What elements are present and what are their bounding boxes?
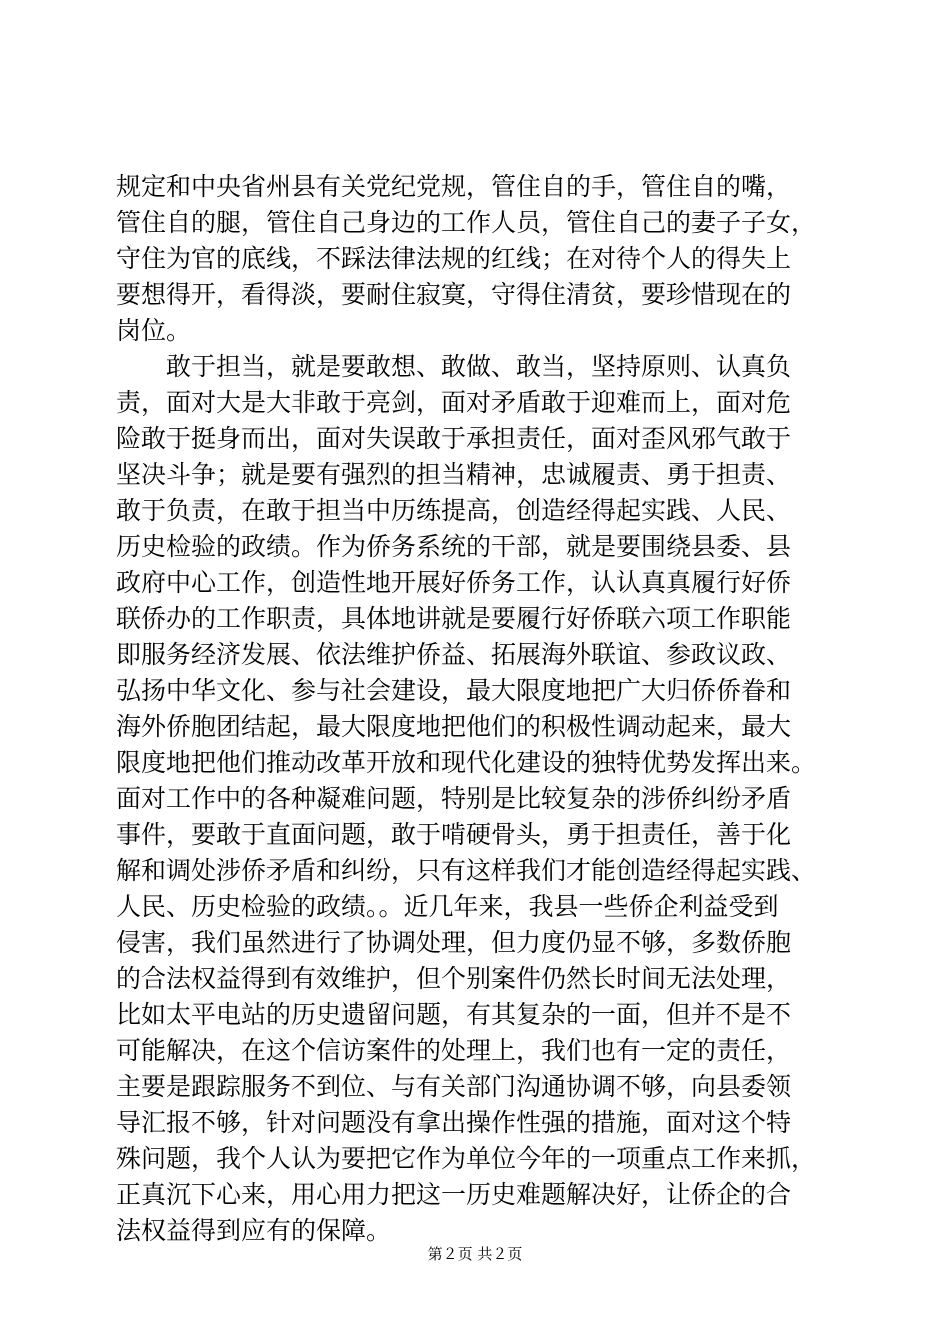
text-line: 人民、历史检验的政绩。。近几年来，我县一些侨企利益受到: [116, 892, 779, 921]
text-line: 联侨办的工作职责，具体地讲就是要履行好侨联六项工作职能: [116, 604, 792, 633]
text-line: 规定和中央省州县有关党纪党规，管住自的手，管住自的嘴，: [116, 172, 792, 201]
text-line: 侵害，我们虽然进行了协调处理，但力度仍显不够，多数侨胞: [116, 928, 792, 957]
text-line: 即服务经济发展、依法维护侨益、拓展海外联谊、参政议政、: [116, 640, 792, 669]
text-line: 殊问题，我个人认为要把它作为单位今年的一项重点工作来抓，: [116, 1144, 817, 1173]
text-line: 历史检验的政绩。作为侨务系统的干部，就是要围绕县委、县: [116, 532, 792, 561]
text-line: 导汇报不够，针对问题没有拿出操作性强的措施，面对这个特: [116, 1108, 792, 1137]
text-line: 的合法权益得到有效维护，但个别案件仍然长时间无法处理，: [116, 964, 792, 993]
text-line: 坚决斗争；就是要有强烈的担当精神，忠诚履责、勇于担责、: [116, 460, 792, 489]
text-line: 岗位。: [116, 316, 192, 345]
text-line: 政府中心工作，创造性地开展好侨务工作，认认真真履行好侨: [116, 568, 792, 597]
text-line: 正真沉下心来，用心用力把这一历史难题解决好，让侨企的合: [116, 1180, 792, 1209]
paragraph-start-line: 敢于担当，就是要敢想、敢做、敢当，坚持原则、认真负: [166, 352, 792, 381]
body-text: [116, 169, 846, 1249]
text-line: 守住为官的底线，不踩法律法规的红线；在对待个人的得失上: [116, 244, 792, 273]
text-line: 管住自的腿，管住自己身边的工作人员，管住自己的妻子子女，: [116, 208, 817, 237]
text-line: 主要是跟踪服务不到位、与有关部门沟通协调不够，向县委领: [116, 1072, 792, 1101]
text-line: 解和调处涉侨矛盾和纠纷，只有这样我们才能创造经得起实践、: [116, 856, 817, 885]
text-line: 事件，要敢于直面问题，敢于啃硬骨头，勇于担责任，善于化: [116, 820, 792, 849]
text-line: 弘扬中华文化、参与社会建设，最大限度地把广大归侨侨眷和: [116, 676, 792, 705]
page-number: 第２页 共２页: [427, 1245, 523, 1263]
text-line: 可能解决，在这个信访案件的处理上，我们也有一定的责任，: [116, 1036, 792, 1065]
text-line: 面对工作中的各种凝难问题，特别是比较复杂的涉侨纠纷矛盾: [116, 784, 792, 813]
text-line: 限度地把他们推动改革开放和现代化建设的独特优势发挥出来。: [116, 748, 817, 777]
text-line: 险敢于挺身而出，面对失误敢于承担责任，面对歪风邪气敢于: [116, 424, 792, 453]
text-line: 要想得开，看得淡，要耐住寂寞，守得住清贫，要珍惜现在的: [116, 280, 792, 309]
text-line: 责，面对大是大非敢于亮剑，面对矛盾敢于迎难而上，面对危: [116, 388, 792, 417]
text-line: 敢于负责，在敢于担当中历练提高，创造经得起实践、人民、: [116, 496, 792, 525]
text-line: 海外侨胞团结起，最大限度地把他们的积极性调动起来，最大: [116, 712, 792, 741]
text-line: 比如太平电站的历史遗留问题，有其复杂的一面，但并不是不: [116, 1000, 792, 1029]
page-footer: [0, 1244, 950, 1264]
text-line: 法权益得到应有的保障。: [116, 1216, 392, 1245]
